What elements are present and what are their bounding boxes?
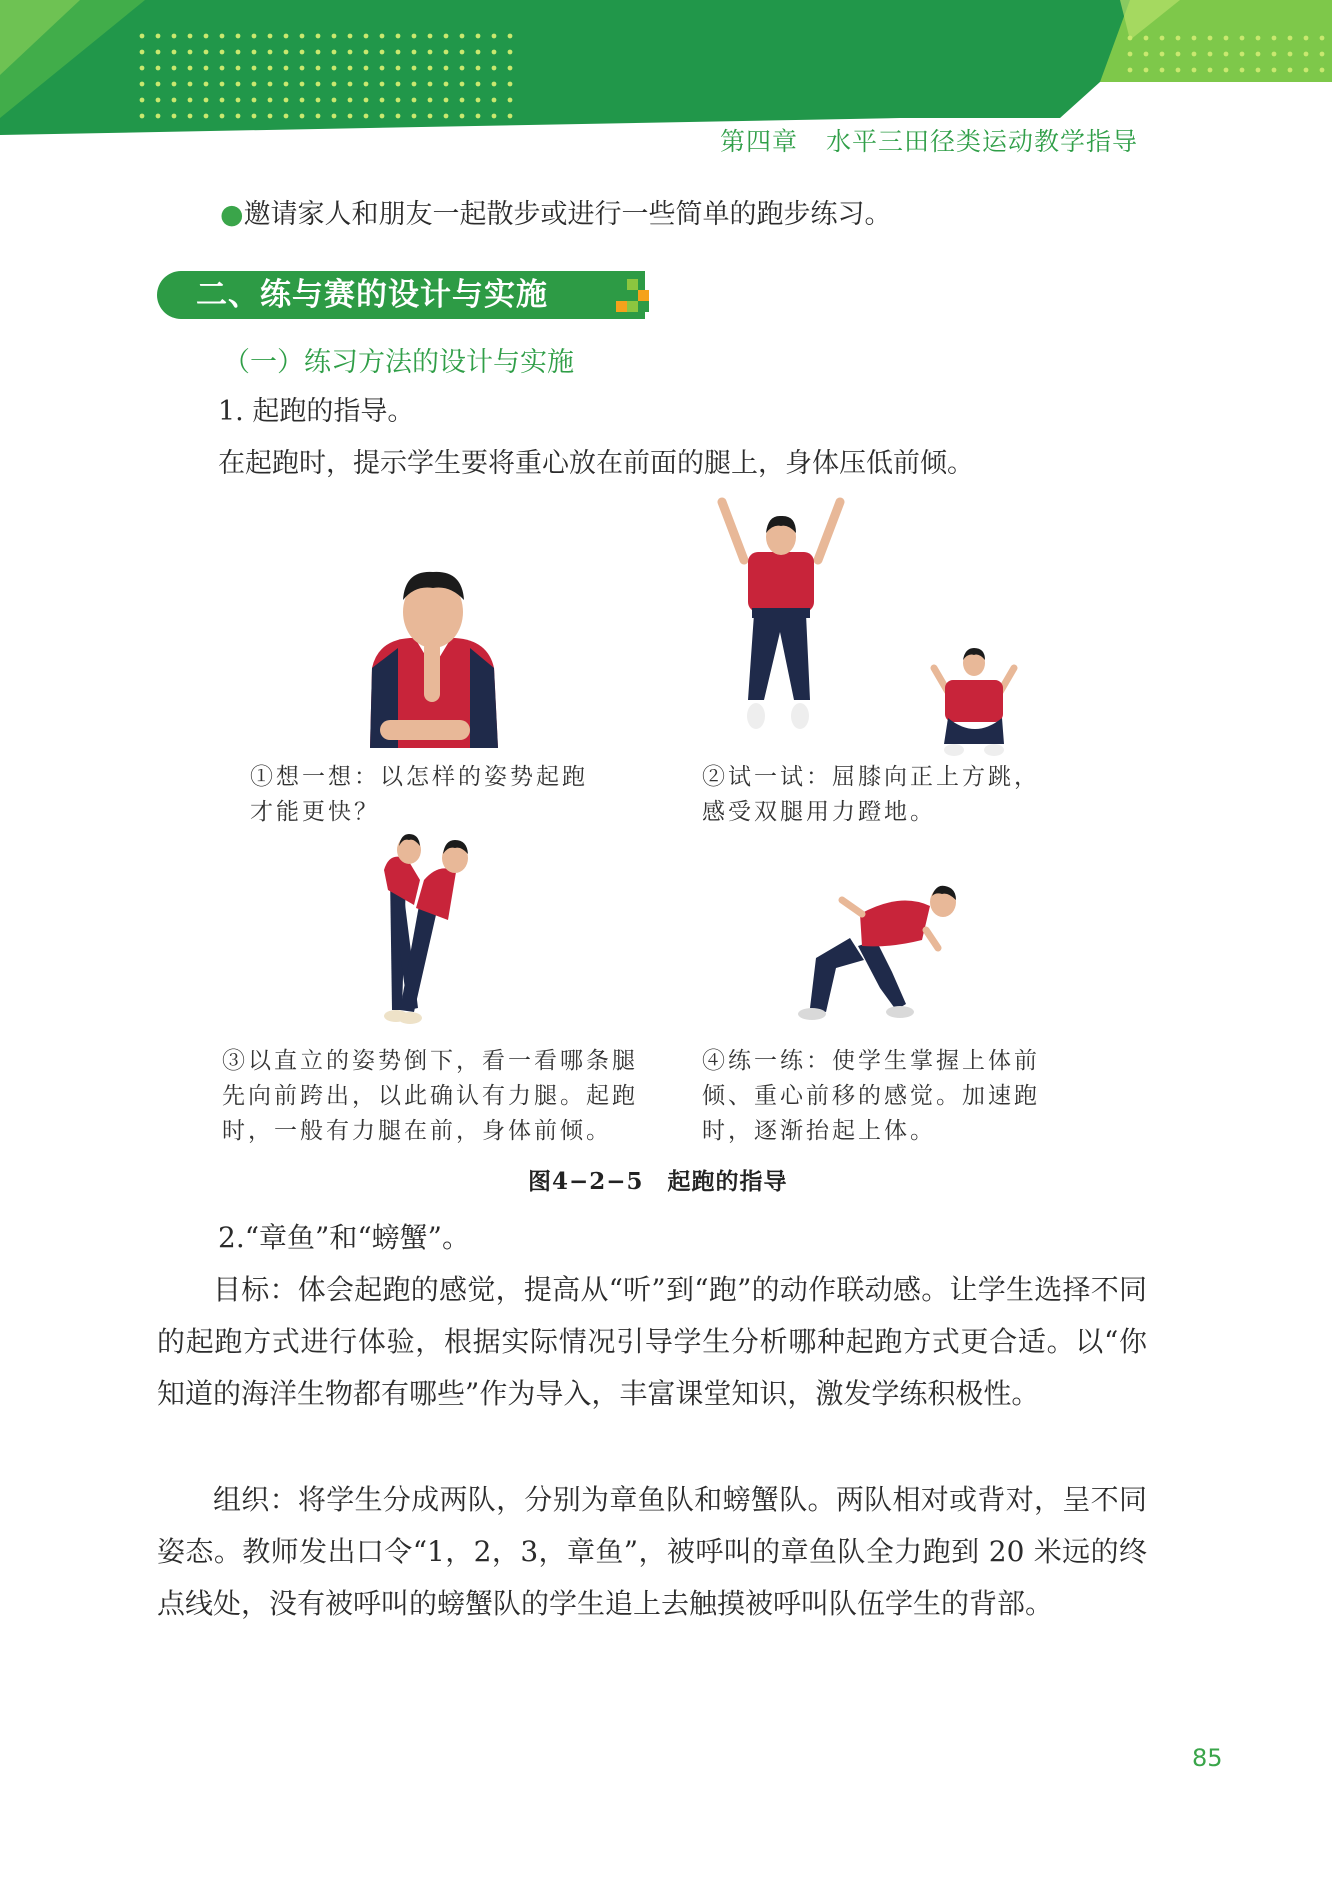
figure-title: 图4−2−5 起跑的指导 xyxy=(528,1168,788,1195)
page-number: 85 xyxy=(1192,1744,1223,1772)
item1-title: 1. 起跑的指导。 xyxy=(218,396,415,427)
photo-boy-thinking xyxy=(370,572,498,748)
item2-title: 2.“章鱼”和“螃蟹”。 xyxy=(218,1221,470,1254)
chapter-number: 第四章 xyxy=(720,127,799,156)
item2-organization-paragraph: 组织：将学生分成两队，分别为章鱼队和螃蟹队。两队相对或背对，呈不同姿态。教师发出口令“1，2，3，章鱼”，被呼叫的章鱼队全力跑到 20 米远的终点线处，没有被呼叫的螃蟹队的学生追上去触摸被呼叫队伍学生的背部。 xyxy=(157,1483,1147,1620)
section-title: 二、练与赛的设计与实施 xyxy=(196,277,548,313)
banner-decor-square xyxy=(616,301,627,312)
photo-boys-leaning xyxy=(384,834,468,1024)
header-band xyxy=(0,0,1332,140)
intro-bullet-line xyxy=(220,189,892,241)
banner-decor-square xyxy=(627,279,638,290)
banner-decor-square xyxy=(627,301,638,312)
photo-boy-jumping xyxy=(722,502,840,729)
sub-heading: （一）练习方法的设计与实施 xyxy=(223,347,574,378)
chapter-header xyxy=(720,122,1138,158)
figure-caption-4: ④练一练：使学生掌握上体前 倾、重心前移的感觉。加速跑 时，逐渐抬起上体。 xyxy=(702,1048,1040,1144)
item1-text: 在起跑时，提示学生要将重心放在前面的腿上，身体压低前倾。 xyxy=(218,448,974,479)
banner-decor-square xyxy=(638,301,649,312)
chapter-title: 水平三田径类运动教学指导 xyxy=(826,127,1139,156)
bullet-icon: ● xyxy=(220,199,244,230)
banner-decor-square xyxy=(638,290,649,301)
item2-goal-paragraph: 目标：体会起跑的感觉，提高从“听”到“跑”的动作联动感。让学生选择不同的起跑方式进行体验，根据实际情况引导学生分析哪种起跑方式更合适。以“你知道的海洋生物都有哪些”作为导入，丰富课堂知识，激发学练积极性。 xyxy=(157,1273,1147,1410)
figure-illustrations xyxy=(0,480,1332,1040)
figure-caption-2: ②试一试：屈膝向正上方跳， 感受双腿用力蹬地。 xyxy=(702,764,1040,825)
figure-caption-1: ①想一想：以怎样的姿势起跑 才能更快？ xyxy=(250,764,588,825)
figure-caption-3: ③以直立的姿势倒下，看一看哪条腿 先向前跨出，以此确认有力腿。起跑 时，一般有力腿在前，身体前倾。 xyxy=(222,1048,638,1144)
photo-boy-starting xyxy=(798,886,956,1020)
photo-boy-squatting xyxy=(934,648,1014,756)
intro-text: 邀请家人和朋友一起散步或进行一些简单的跑步练习。 xyxy=(243,199,892,230)
